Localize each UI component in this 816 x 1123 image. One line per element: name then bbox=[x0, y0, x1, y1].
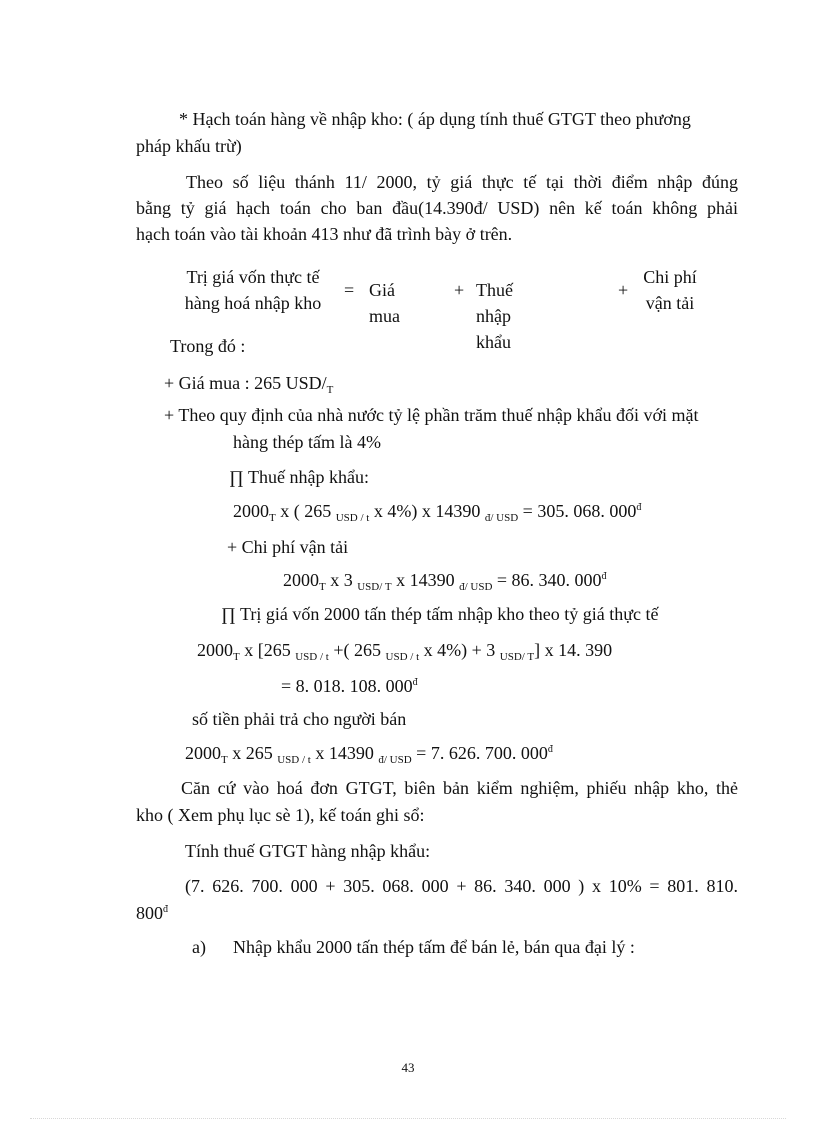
formula-term-transport bbox=[634, 264, 706, 316]
total-cost-unit-3: USD/ T bbox=[499, 651, 535, 663]
transport-unit-t: T bbox=[319, 581, 326, 593]
where-label: Trong đó : bbox=[170, 336, 246, 356]
transport-qty: 2000 bbox=[283, 570, 319, 590]
import-tax-formula bbox=[233, 500, 641, 522]
import-tax-part-c: x 4%) x 14390 bbox=[369, 501, 485, 521]
total-cost-part-b: x [265 bbox=[239, 640, 296, 660]
payable-part-c: x 14390 bbox=[310, 743, 379, 763]
para1-line-3: hạch toán vào tài khoản 413 như đã trình bày ở trên. bbox=[136, 224, 513, 244]
payable-formula bbox=[185, 742, 553, 764]
formula-lhs-line-2: hàng hoá nhập kho bbox=[184, 293, 322, 313]
item-price bbox=[164, 372, 333, 394]
para1-line-1: Theo số liệu thánh 11/ 2000, tỷ giá thực tế tại thời điểm nhập đúng bbox=[186, 172, 738, 192]
formula-plus-2: + bbox=[618, 280, 629, 300]
vat-formula-line-2 bbox=[136, 902, 168, 924]
import-tax-label: ∏ Thuế nhập khẩu: bbox=[229, 467, 369, 487]
para2-line-2: kho ( Xem phụ lục sè 1), kế toán ghi sổ: bbox=[136, 805, 425, 825]
section-a-heading: Nhập khẩu 2000 tấn thép tấm để bán lẻ, bán qua đại lý : bbox=[233, 937, 635, 957]
payable-unit-dusd: đ/ USD bbox=[378, 754, 412, 766]
total-cost-unit-2: USD / t bbox=[385, 651, 420, 663]
total-cost-currency: đ bbox=[412, 677, 418, 688]
import-tax-result: = 305. 068. 000 bbox=[518, 501, 637, 521]
total-cost-result bbox=[281, 675, 418, 697]
payable-unit-usdt: USD / t bbox=[277, 754, 311, 766]
import-tax-currency: đ bbox=[636, 502, 642, 513]
transport-unit-usdt: USD/ T bbox=[357, 581, 392, 593]
payable-qty: 2000 bbox=[185, 743, 221, 763]
formula-term-transport-line-2: vận tải bbox=[645, 293, 695, 313]
import-tax-part-b: x ( 265 bbox=[275, 501, 336, 521]
import-tax-unit-usdt: USD / t bbox=[335, 512, 370, 524]
formula-equals: = bbox=[344, 280, 355, 300]
import-tax-unit-dusd: đ/ USD bbox=[484, 512, 519, 524]
section-a-marker: a) bbox=[192, 937, 206, 957]
formula-term-transport-line-1: Chi phí bbox=[643, 267, 697, 287]
payable-label: số tiền phải trả cho người bán bbox=[192, 709, 407, 729]
total-cost-part-d: x 4%) + 3 bbox=[419, 640, 500, 660]
total-cost-unit-t: T bbox=[233, 651, 240, 663]
vat-result-tail: 800 bbox=[136, 903, 163, 923]
transport-part-c: x 14390 bbox=[391, 570, 460, 590]
total-cost-formula bbox=[197, 639, 612, 661]
transport-currency: đ bbox=[601, 571, 607, 582]
vat-label: Tính thuế GTGT hàng nhập khẩu: bbox=[185, 841, 431, 861]
total-cost-unit-1: USD / t bbox=[295, 651, 329, 663]
total-cost-result-value: = 8. 018. 108. 000 bbox=[281, 676, 413, 696]
intro-line-2: pháp khấu trừ) bbox=[136, 136, 242, 156]
page-bottom-rule bbox=[30, 1118, 786, 1119]
item-rule-line-1: + Theo quy định của nhà nước tỷ lệ phần trăm thuế nhập khẩu đối với mặt bbox=[164, 405, 699, 425]
item-price-text: + Giá mua : 265 USD/ bbox=[164, 373, 327, 393]
formula-plus-1: + bbox=[454, 280, 465, 300]
total-cost-label: ∏ Trị giá vốn 2000 tấn thép tấm nhập kho theo tỷ giá thực tế bbox=[221, 604, 659, 624]
transport-result: = 86. 340. 000 bbox=[492, 570, 602, 590]
total-cost-part-c: +( 265 bbox=[328, 640, 386, 660]
payable-result: = 7. 626. 700. 000 bbox=[411, 743, 548, 763]
para2-line-1: Căn cứ vào hoá đơn GTGT, biên bản kiểm nghiệm, phiếu nhập kho, thẻ bbox=[181, 778, 738, 798]
total-cost-qty: 2000 bbox=[197, 640, 233, 660]
para1-line-2: bằng tỷ giá hạch toán cho ban đầu(14.390đ/ USD) nên kế toán không phải bbox=[136, 198, 738, 218]
formula-term-import-tax: Thuế nhập khẩu bbox=[476, 280, 513, 352]
vat-formula-line-1: (7. 626. 700. 000 + 305. 068. 000 + 86. 340. 000 ) x 10% = 801. 810. bbox=[185, 876, 738, 896]
import-tax-qty: 2000 bbox=[233, 501, 269, 521]
page-number: 43 bbox=[401, 1060, 415, 1075]
payable-currency: đ bbox=[547, 744, 553, 755]
transport-label: + Chi phí vận tải bbox=[227, 537, 349, 557]
payable-unit-t: T bbox=[221, 754, 228, 766]
transport-formula bbox=[283, 569, 607, 591]
formula-lhs bbox=[178, 264, 328, 316]
item-price-unit: T bbox=[326, 384, 334, 396]
formula-lhs-line-1: Trị giá vốn thực tế bbox=[186, 267, 320, 287]
intro-line-1: * Hạch toán hàng về nhập kho: ( áp dụng tính thuế GTGT theo phương bbox=[179, 109, 691, 129]
vat-currency: đ bbox=[163, 904, 168, 915]
total-cost-part-e: ] x 14. 390 bbox=[534, 640, 613, 660]
item-rule-line-2: hàng thép tấm là 4% bbox=[233, 432, 381, 452]
formula-term-price: Giá mua bbox=[369, 280, 400, 326]
import-tax-unit-t: T bbox=[269, 512, 276, 524]
payable-part-b: x 265 bbox=[227, 743, 278, 763]
transport-unit-dusd: đ/ USD bbox=[459, 581, 493, 593]
transport-part-b: x 3 bbox=[325, 570, 358, 590]
